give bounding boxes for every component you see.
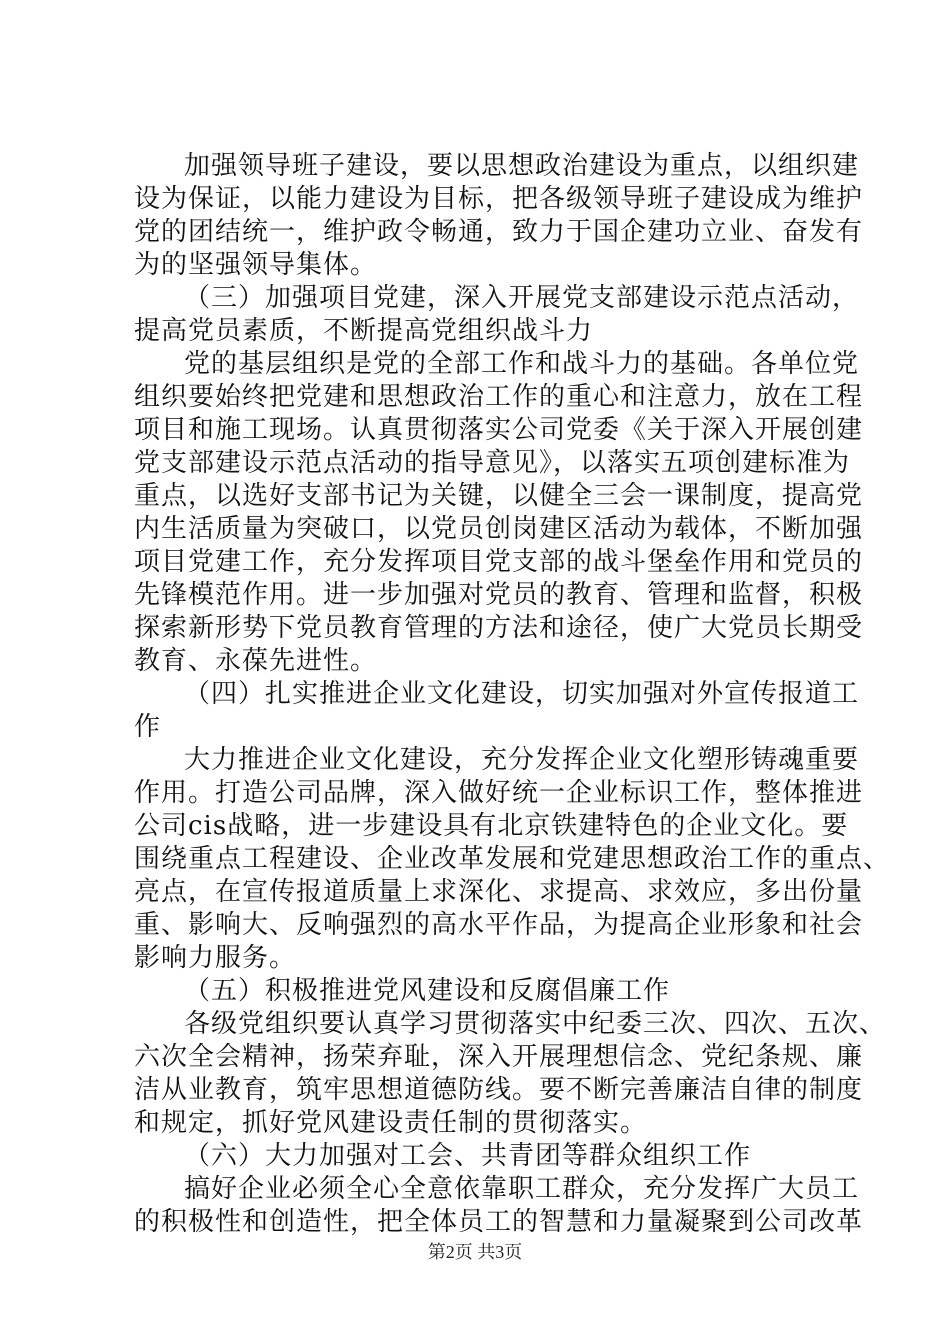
text-line: 项目党建工作，充分发挥项目党支部的战斗堡垒作用和党员的 — [134, 547, 864, 577]
text-line: （四）扎实推进企业文化建设，切实加强对外宣传报道工 — [184, 679, 860, 709]
text-line: 设为保证，以能力建设为目标，把各级领导班子建设成为维护 — [134, 184, 864, 214]
text-line: 六次全会精神，扬荣弃耻，深入开展理想信念、党纪条规、廉 — [134, 1042, 864, 1072]
text-line: 重、影响大、反响强烈的高水平作品，为提高企业形象和社会 — [134, 910, 864, 940]
page-footer: 第2页 共3页 — [427, 1242, 523, 1262]
text-line: 大力推进企业文化建设，充分发挥企业文化塑形铸魂重要 — [184, 745, 860, 775]
text-line: 洁从业教育，筑牢思想道德防线。要不断完善廉洁自律的制度 — [134, 1075, 864, 1105]
text-line: 加强领导班子建设，要以思想政治建设为重点，以组织建 — [184, 151, 860, 181]
text-line: 亮点，在宣传报道质量上求深化、求提高、求效应，多出份量 — [134, 877, 864, 907]
text-line: 搞好企业必须全心全意依靠职工群众，充分发挥广大员工 — [184, 1174, 860, 1204]
text-line: 为的坚强领导集体。 — [134, 250, 378, 280]
text-line: 内生活质量为突破口，以党员创岗建区活动为载体，不断加强 — [134, 514, 864, 544]
text-line: 重点，以选好支部书记为关键，以健全三会一课制度，提高党 — [134, 481, 864, 511]
text-line: 项目和施工现场。认真贯彻落实公司党委《关于深入开展创建 — [134, 415, 864, 445]
text-line: 作用。打造公司品牌，深入做好统一企业标识工作，整体推进 — [134, 778, 864, 808]
document-body — [134, 150, 891, 1239]
text-line: 的积极性和创造性，把全体员工的智慧和力量凝聚到公司改革 — [134, 1207, 864, 1237]
text-line: 公司cis战略，进一步建设具有北京铁建特色的企业文化。要 — [134, 811, 849, 841]
text-line: （五）积极推进党风建设和反腐倡廉工作 — [184, 976, 671, 1006]
text-line: 教育、永葆先进性。 — [134, 646, 378, 676]
text-line: 和规定，抓好党风建设责任制的贯彻落实。 — [134, 1108, 648, 1138]
text-line: 各级党组织要认真学习贯彻落实中纪委三次、四次、五次、 — [184, 1009, 887, 1039]
text-line: （六）大力加强对工会、共青团等群众组织工作 — [184, 1141, 752, 1171]
text-line: 围绕重点工程建设、企业改革发展和党建思想政治工作的重点、 — [134, 844, 891, 874]
text-line: 作 — [134, 712, 162, 742]
text-line: 探索新形势下党员教育管理的方法和途径，使广大党员长期受 — [134, 613, 864, 643]
text-line: 提高党员素质，不断提高党组织战斗力 — [134, 316, 594, 346]
text-line: 党的基层组织是党的全部工作和战斗力的基础。各单位党 — [184, 349, 860, 379]
text-line: 组织要始终把党建和思想政治工作的重心和注意力，放在工程 — [134, 382, 864, 412]
text-line: （三）加强项目党建，深入开展党支部建设示范点活动， — [184, 283, 860, 313]
text-line: 先锋模范作用。进一步加强对党员的教育、管理和监督，积极 — [134, 580, 864, 610]
text-line: 党的团结统一，维护政令畅通，致力于国企建功立业、奋发有 — [134, 217, 864, 247]
text-line: 影响力服务。 — [134, 943, 297, 973]
text-line: 党支部建设示范点活动的指导意见》，以落实五项创建标准为 — [134, 448, 851, 478]
